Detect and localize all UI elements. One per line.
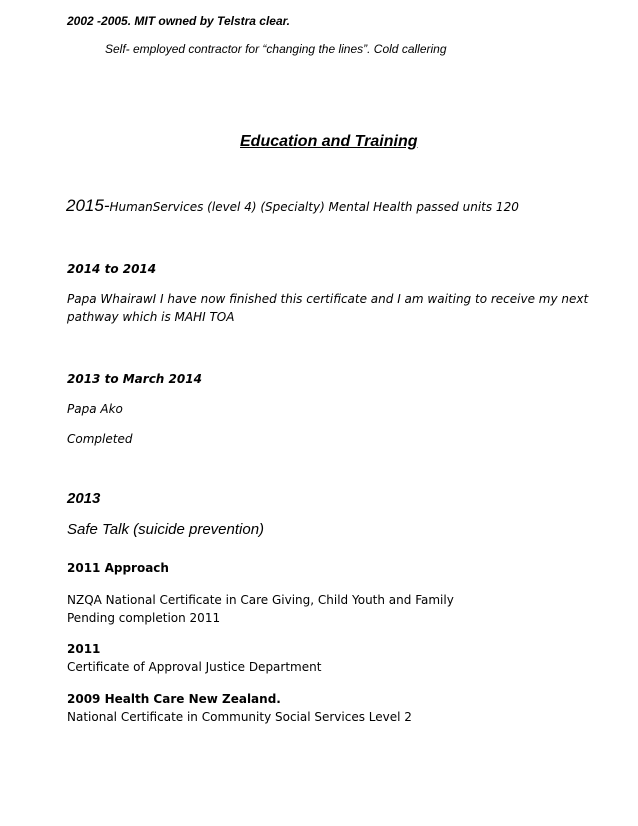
entry-2014-line2: pathway which is MAHI TOA (67, 310, 235, 324)
entry-2011-heading: 2011 (67, 642, 101, 656)
entry-2013-heading: 2013 (67, 490, 101, 507)
entry-2011-approach-heading: 2011 Approach (67, 561, 169, 575)
entry-2013-march-line1: Papa Ako (67, 402, 123, 416)
entry-2013-march-heading: 2013 to March 2014 (67, 372, 202, 386)
employment-description: Self- employed contractor for “changing the lines”. Cold callering (105, 42, 447, 56)
section-heading: Education and Training (240, 133, 418, 150)
entry-2015-text: HumanServices (level 4) (Specialty) Mental Health passed units 120 (109, 200, 519, 214)
entry-2009-heading: 2009 Health Care New Zealand. (67, 692, 281, 706)
entry-2015 (66, 196, 519, 216)
entry-2013-text: Safe Talk (suicide prevention) (67, 521, 265, 538)
entry-2011-approach-line2: Pending completion 2011 (67, 611, 221, 625)
entry-2011-text: Certificate of Approval Justice Department (67, 660, 322, 674)
entry-2011-approach-line1: NZQA National Certificate in Care Giving, Child Youth and Family (67, 593, 454, 607)
entry-2013-march-line2: Completed (67, 432, 133, 446)
entry-2014-heading: 2014 to 2014 (67, 262, 157, 276)
entry-2014-line1: Papa WhairawI I have now finished this certificate and I am waiting to receive my next (67, 292, 589, 306)
employment-title: 2002 -2005. MIT owned by Telstra clear. (67, 14, 290, 28)
entry-2009-text: National Certificate in Community Social Services Level 2 (67, 710, 412, 724)
entry-2015-year: 2015- (66, 196, 110, 215)
